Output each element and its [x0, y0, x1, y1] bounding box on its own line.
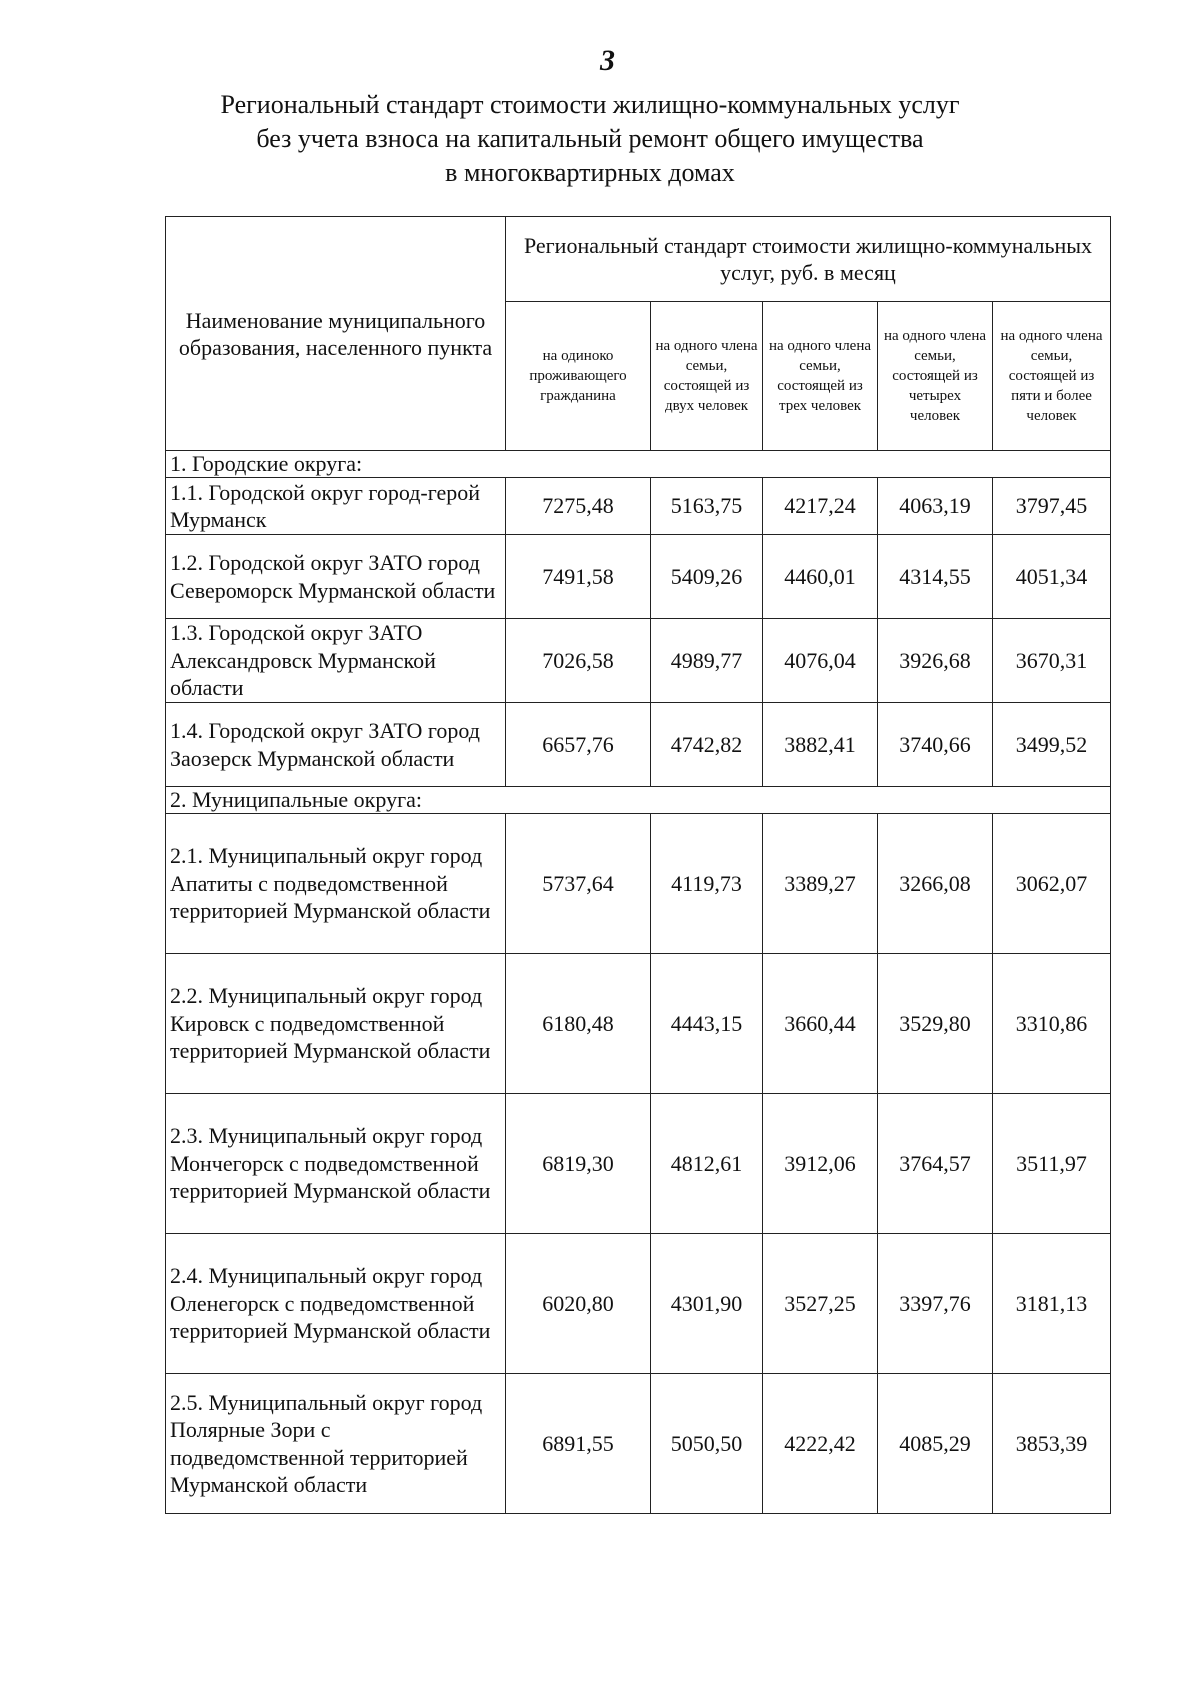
- cost-value: 3660,44: [763, 954, 878, 1094]
- cost-value: 6180,48: [506, 954, 651, 1094]
- cost-value: 3527,25: [763, 1234, 878, 1374]
- cost-value: 4063,19: [878, 478, 993, 535]
- cost-value: 4301,90: [651, 1234, 763, 1374]
- cost-value: 3670,31: [993, 619, 1111, 703]
- cost-value: 6020,80: [506, 1234, 651, 1374]
- title-line: в многоквартирных домах: [445, 158, 735, 187]
- table-row: [166, 814, 1111, 954]
- cost-value: 3853,39: [993, 1374, 1111, 1514]
- cost-value: 3310,86: [993, 954, 1111, 1094]
- cost-group-header: Региональный стандарт стоимости жилищно-коммунальных услуг, руб. в месяц: [506, 217, 1111, 302]
- table-row: [166, 535, 1111, 619]
- cost-value: 4742,82: [651, 703, 763, 787]
- cost-value: 3926,68: [878, 619, 993, 703]
- table-row: [166, 478, 1111, 535]
- cost-value: 5409,26: [651, 535, 763, 619]
- cost-value: 4460,01: [763, 535, 878, 619]
- cost-value: 3389,27: [763, 814, 878, 954]
- municipality-name: 1.4. Городской округ ЗАТО город Заозерск Мурманской области: [166, 703, 506, 787]
- municipality-name: 1.2. Городской округ ЗАТО город Североморск Мурманской области: [166, 535, 506, 619]
- section-row: [166, 451, 1111, 478]
- municipality-column-header: Наименование муниципального образования, населенного пункта: [166, 217, 506, 451]
- cost-value: 3397,76: [878, 1234, 993, 1374]
- cost-value: 3499,52: [993, 703, 1111, 787]
- cost-value: 4051,34: [993, 535, 1111, 619]
- cost-value: 7491,58: [506, 535, 651, 619]
- table-body: [166, 451, 1111, 1514]
- cost-value: 3062,07: [993, 814, 1111, 954]
- cost-value: 7026,58: [506, 619, 651, 703]
- table-row: [166, 1374, 1111, 1514]
- table-row: [166, 1234, 1111, 1374]
- cost-value: 4076,04: [763, 619, 878, 703]
- cost-value: 3764,57: [878, 1094, 993, 1234]
- column-header-four-persons: на одного члена семьи, состоящей из четырех человек: [878, 302, 993, 451]
- cost-value: 5737,64: [506, 814, 651, 954]
- cost-value: 3740,66: [878, 703, 993, 787]
- cost-value: 3912,06: [763, 1094, 878, 1234]
- page-number: 3: [600, 44, 615, 77]
- table-row: [166, 703, 1111, 787]
- cost-value: 4085,29: [878, 1374, 993, 1514]
- table-row: [166, 619, 1111, 703]
- municipality-name: 2.3. Муниципальный округ город Мончегорск с подведомственной территорией Мурманской области: [166, 1094, 506, 1234]
- cost-value: 4222,42: [763, 1374, 878, 1514]
- cost-value: 3181,13: [993, 1234, 1111, 1374]
- municipality-name: 1.3. Городской округ ЗАТО Александровск Мурманской области: [166, 619, 506, 703]
- section-row: [166, 787, 1111, 814]
- column-header-two-persons: на одного члена семьи, состоящей из двух человек: [651, 302, 763, 451]
- cost-value: 6657,76: [506, 703, 651, 787]
- municipality-name: 2.2. Муниципальный округ город Кировск с подведомственной территорией Мурманской области: [166, 954, 506, 1094]
- cost-value: 5050,50: [651, 1374, 763, 1514]
- cost-value: 3511,97: [993, 1094, 1111, 1234]
- municipality-name: 2.5. Муниципальный округ город Полярные Зори с подведомственной территорией Мурманской области: [166, 1374, 506, 1514]
- cost-value: 4119,73: [651, 814, 763, 954]
- table-row: [166, 1094, 1111, 1234]
- cost-value: 4443,15: [651, 954, 763, 1094]
- cost-value: 3797,45: [993, 478, 1111, 535]
- cost-value: 4217,24: [763, 478, 878, 535]
- title-line: без учета взноса на капитальный ремонт общего имущества: [256, 124, 924, 153]
- cost-value: 4314,55: [878, 535, 993, 619]
- column-header-single: на одиноко проживающего гражданина: [506, 302, 651, 451]
- cost-value: 4812,61: [651, 1094, 763, 1234]
- cost-value: 6819,30: [506, 1094, 651, 1234]
- municipality-name: 1.1. Городской округ город-герой Мурманск: [166, 478, 506, 535]
- cost-value: 3266,08: [878, 814, 993, 954]
- column-header-five-plus-persons: на одного члена семьи, состоящей из пяти и более человек: [993, 302, 1111, 451]
- cost-value: 3529,80: [878, 954, 993, 1094]
- municipality-name: 2.1. Муниципальный округ город Апатиты с подведомственной территорией Мурманской области: [166, 814, 506, 954]
- document-title: [150, 88, 1030, 190]
- cost-value: 7275,48: [506, 478, 651, 535]
- cost-value: 3882,41: [763, 703, 878, 787]
- section-title: 1. Городские округа:: [166, 451, 1111, 478]
- cost-standard-table: [165, 216, 1111, 1514]
- title-line: Региональный стандарт стоимости жилищно-коммунальных услуг: [220, 90, 960, 119]
- cost-value: 4989,77: [651, 619, 763, 703]
- section-title: 2. Муниципальные округа:: [166, 787, 1111, 814]
- cost-value: 6891,55: [506, 1374, 651, 1514]
- column-header-three-persons: на одного члена семьи, состоящей из трех человек: [763, 302, 878, 451]
- cost-value: 5163,75: [651, 478, 763, 535]
- municipality-name: 2.4. Муниципальный округ город Оленегорск с подведомственной территорией Мурманской области: [166, 1234, 506, 1374]
- table-row: [166, 954, 1111, 1094]
